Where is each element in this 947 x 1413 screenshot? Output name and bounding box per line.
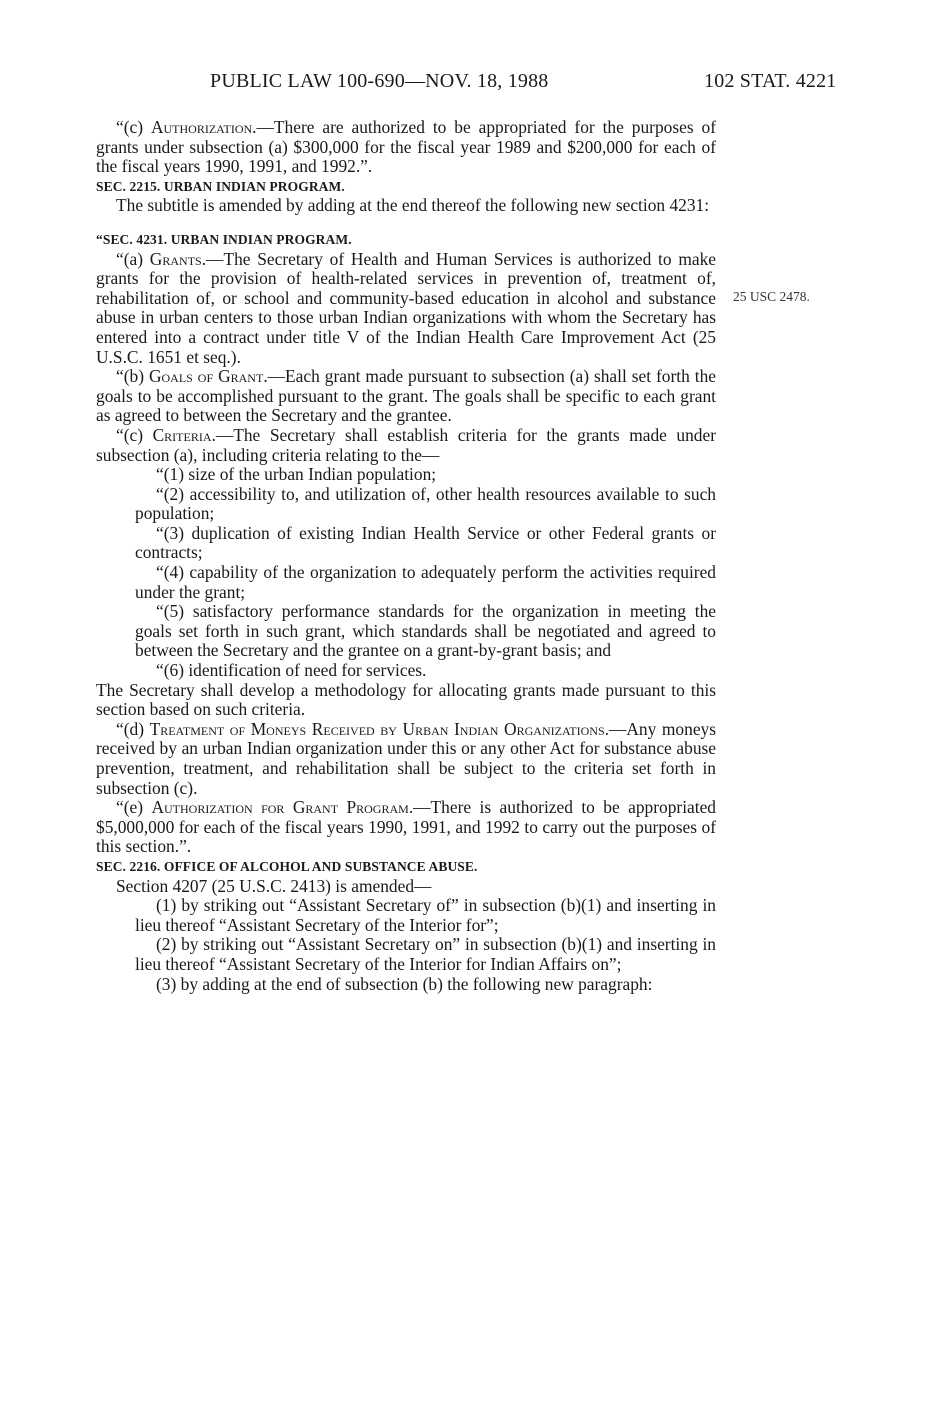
paragraph-label: Treatment of Moneys Received by Urban Indian Organizations (149, 718, 605, 739)
paragraph-label: Authorization (150, 117, 253, 137)
header-page-number: 102 STAT. 4221 (704, 70, 837, 92)
paragraph-label: Authorization for Grant Program (151, 797, 409, 818)
paragraph-label: Goals of Grant (148, 366, 264, 387)
paragraph-e-authorization: “(e) Authorization for Grant Program.—There is authorized to be appropriated $5,000,000 for each of the fiscal years 1990, 1991, and 1992 to carry out the purposes of this section.”. (96, 797, 716, 857)
criteria-item: “(3) duplication of existing Indian Health Service or other Federal grants or contracts; (135, 522, 716, 563)
paragraph-label: Criteria (152, 424, 212, 445)
criteria-item: “(6) identification of need for services. (156, 660, 427, 681)
amendment-item: (3) by adding at the end of subsection (b) the following new paragraph: (156, 973, 653, 994)
section-2216-intro: Section 4207 (25 U.S.C. 2413) is amended— (116, 875, 432, 896)
paragraph-d-treatment: “(d) Treatment of Moneys Received by Urban Indian Organizations.—Any moneys received by an urban Indian organization under this or any other Act for substance abuse prevention, treatment, and rehabilitation shall be subject to the criteria set forth in subsection (c). (96, 718, 716, 798)
criteria-closing: The Secretary shall develop a methodology for allocating grants made pursuant to this section based on such criteria. (96, 679, 716, 720)
section-heading-2215: SEC. 2215. URBAN INDIAN PROGRAM. (96, 178, 345, 194)
paragraph-c-criteria: “(c) Criteria.—The Secretary shall establish criteria for the grants made under subsection (a), including criteria relating to the— (96, 424, 716, 465)
criteria-item: “(4) capability of the organization to adequately perform the activities required under the grant; (135, 562, 716, 602)
document-body (96, 118, 716, 994)
criteria-item: “(2) accessibility to, and utilization of, other health resources available to such population; (135, 483, 716, 524)
authorization-paragraph: “(c) Authorization.—There are authorized to be appropriated for the purposes of grants under subsection (a) $300,000 for the fiscal year 1989 and $200,000 for each of the fiscal years 1990, 1991, and 1992.”. (96, 117, 716, 177)
paragraph-label: Grants (149, 248, 202, 269)
section-heading-2216: SEC. 2216. OFFICE OF ALCOHOL AND SUBSTANCE ABUSE. (96, 858, 478, 874)
paragraph-a-grants: “(a) Grants.—The Secretary of Health and Human Services is authorized to make grants for the provision of health-related services in prevention of, treatment of, rehabilitation of, or school and community-based education in alcohol and substance abuse in urban centers to those urban Indian organizations with whom the Secretary has entered into a contract under title V of the Indian Health Care Improvement Act (25 U.S.C. 1651 et seq.). (96, 248, 716, 367)
criteria-item: “(1) size of the urban Indian population; (156, 464, 437, 485)
header-title: PUBLIC LAW 100-690—NOV. 18, 1988 (210, 70, 549, 92)
amendment-item: (2) by striking out “Assistant Secretary on” in subsection (b)(1) and inserting in lieu thereof “Assistant Secretary of the Interior for Indian Affairs on”; (135, 934, 716, 974)
criteria-item: “(5) satisfactory performance standards for the organization in meeting the goals set forth in such grant, which standards shall be negotiated and agreed to between the Secretary and the grantee on a grant-by-grant basis; and (135, 601, 716, 661)
section-2215-text: The subtitle is amended by adding at the end thereof the following new section 4231: (116, 195, 710, 216)
page-header (0, 70, 947, 100)
section-heading-4231: “SEC. 4231. URBAN INDIAN PROGRAM. (96, 231, 352, 247)
margin-citation: 25 USC 2478. (733, 289, 810, 304)
amendment-item: (1) by striking out “Assistant Secretary of” in subsection (b)(1) and inserting in lieu thereof “Assistant Secretary of the Interior for”; (135, 895, 716, 935)
paragraph-b-goals: “(b) Goals of Grant.—Each grant made pursuant to subsection (a) shall set forth the goals to be accomplished pursuant to the grant. The goals shall be specific to each grant as agreed to between the Secretary and the grantee. (96, 366, 716, 426)
